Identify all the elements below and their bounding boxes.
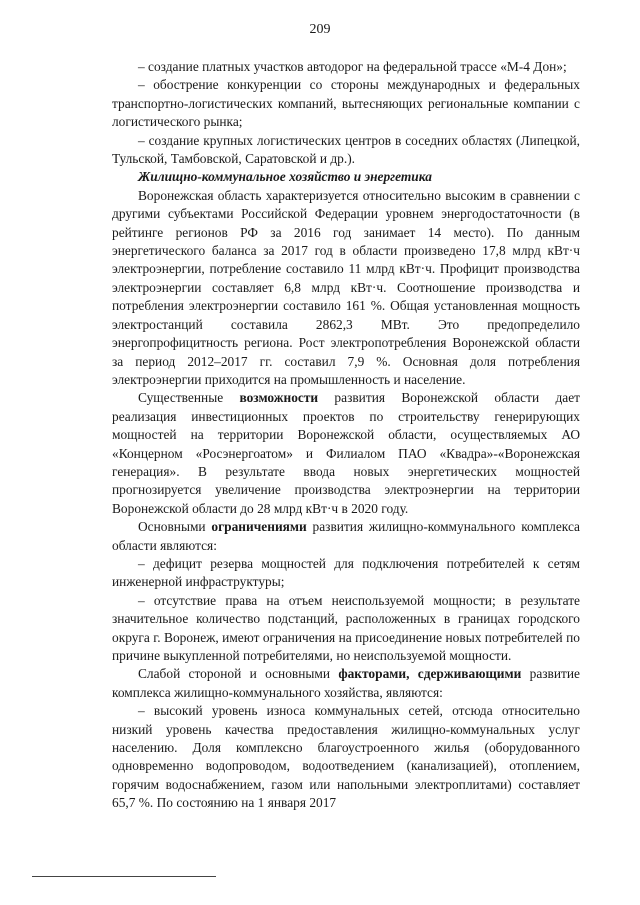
list-item: – отсутствие права на отъем неиспользуемой мощности; в результате значительное количество подстанций, расположенных в границах городского округа г. Воронеж, имеют ограничения на присоединение новых потребителей по причине выкупленной потребителями, но неиспользуемой мощности. [112, 592, 580, 663]
paragraph-text: Слабой стороной и основными [138, 666, 339, 682]
list-item: – высокий уровень износа коммунальных сетей, отсюда относительно низкий уровень качества предоставления жилищно-коммунальных услуг населению. Доля комплексно благоустроенного жилья (оборудованного одновременно водопроводом, водоотведением (канализацией), отоплением, горячим водоснабжением, газом или напольными электроплитами) составляет 65,7 %. По состоянию на 1 января 2017 [112, 703, 580, 811]
paragraph-text: развития жилищно-коммунального комплекса области являются: [112, 519, 580, 553]
list-item: – дефицит резерва мощностей для подключения потребителей к сетям инженерной инфраструктуры; [112, 555, 580, 590]
list-item: – создание крупных логистических центров в соседних областях (Липецкой, Тульской, Тамбовской, Саратовской и др.). [112, 132, 580, 167]
paragraph-energy: Воронежская область характеризуется относительно высоким в сравнении с другими субъектами Российской Федерации уровнем энергодостаточности (в рейтинге регионов РФ за 2016 год занимает 14 место). По данным энергетического баланса за 2017 год в области произведено 17,8 млрд кВт·ч электроэнергии, потребление составило 11 млрд кВт·ч. Профицит производства электроэнергии составляет 6,8 млрд кВт·ч. Соотношение производства и потребления электроэнергии составило 161 %. Общая установленная мощность электростанций составила 2862,3 МВт. Это предопределило энергопрофицитность региона. Рост электропотребления Воронежской области за период 2012–2017 гг. составил 7,9 %. Основная доля потребления электроэнергии приходится на промышленность и население. [112, 187, 580, 387]
paragraph-weak [112, 665, 580, 702]
paragraph-opportunities [112, 389, 580, 518]
section-title: Жилищно-коммунальное хозяйство и энергетика [138, 169, 432, 185]
emphasis-text: возможности [239, 390, 319, 406]
list-item: – создание платных участков автодорог на федеральной трассе «М-4 Дон»; [138, 59, 567, 74]
paragraph-text: Существенные [138, 390, 240, 406]
page-body [112, 58, 580, 813]
emphasis-text: факторами, сдерживающими [338, 666, 522, 682]
paragraph-limits [112, 518, 580, 555]
paragraph-text: Основными [138, 519, 212, 535]
emphasis-text: ограничениями [211, 519, 307, 535]
paragraph-text: развития Воронежской области дает реализация инвестиционных проектов по строительству генерирующих мощностей на территории Воронежской области, осуществляемых АО «Концерном «Росэнергоатом» и Филиалом ПАО «Квадра»-«Воронежская генерация». В результате ввода новых энергетических мощностей прогнозируется увеличение производства электроэнергии на территории Воронежской области до 28 млрд кВт·ч в 2020 году. [112, 390, 580, 516]
paragraph-text: развитие комплекса жилищно-коммунального хозяйства, являются: [112, 666, 581, 700]
footnote-divider [32, 876, 216, 877]
list-item: – обострение конкуренции со стороны международных и федеральных транспортно-логистических компаний, вытесняющих региональные компании с логистического рынка; [112, 77, 580, 130]
page-number: 209 [309, 22, 331, 37]
